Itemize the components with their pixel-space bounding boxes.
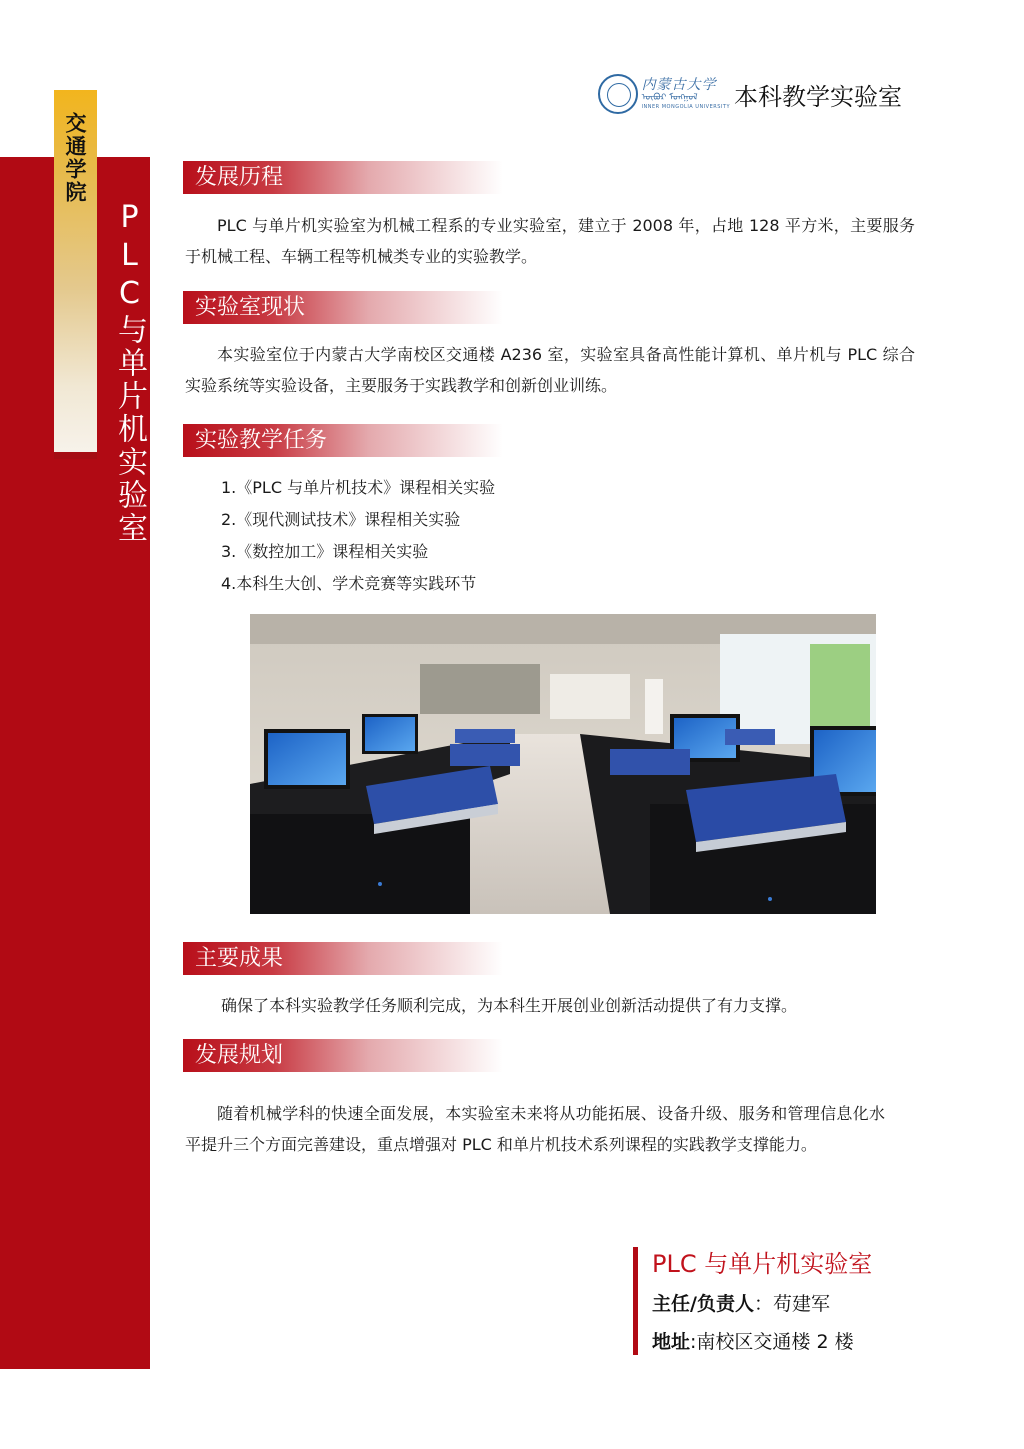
address-label: 地址 <box>652 1331 691 1353</box>
achievements-text: 确保了本科实验教学任务顺利完成，为本科生开展创业创新活动提供了有力支撑。 <box>221 996 798 1015</box>
section-heading-tasks: 实验教学任务 <box>183 424 503 457</box>
section-heading-status: 实验室现状 <box>183 291 503 324</box>
contact-lab-name: PLC 与单片机实验室 <box>652 1250 873 1278</box>
university-name-en: INNER MONGOLIA UNIVERSITY <box>641 104 730 110</box>
task-item: 4.本科生大创、学术竞赛等实践环节 <box>221 574 477 593</box>
university-brand <box>598 72 902 116</box>
contact-accent-bar <box>633 1247 638 1355</box>
contact-director <box>652 1290 830 1318</box>
section-heading-achievements: 主要成果 <box>183 942 503 975</box>
status-text: 本实验室位于内蒙古大学南校区交通楼 A236 室，实验室具备高性能计算机、单片机与 PLC 综合实验系统等实验设备，主要服务于实践教学和创新创业训练。 <box>185 345 915 395</box>
brand-title: 本科教学实验室 <box>734 82 902 111</box>
task-item: 2.《现代测试技术》课程相关实验 <box>221 510 461 529</box>
lab-vertical-title: PLC与单片机实验室 <box>112 200 147 545</box>
contact-address <box>652 1328 854 1356</box>
lab-photo <box>250 614 876 914</box>
college-tab-underline <box>54 452 97 459</box>
address-value: 南校区交通楼 2 楼 <box>696 1331 854 1353</box>
director-name: 苟建军 <box>772 1293 830 1315</box>
director-separator: ： <box>753 1293 773 1315</box>
task-list <box>221 475 495 603</box>
planning-text: 随着机械学科的快速全面发展，本实验室未来将从功能拓展、设备升级、服务和管理信息化水平提升三个方面完善建设，重点增强对 PLC 和单片机技术系列课程的实践教学支撑能力。 <box>185 1104 885 1154</box>
university-name-mongolian: ᠦᠪᠦᠷ ᠮᠣᠩᠭᠣᠯ <box>641 93 698 103</box>
task-item: 3.《数控加工》课程相关实验 <box>221 542 429 561</box>
task-item: 1.《PLC 与单片机技术》课程相关实验 <box>221 478 496 497</box>
director-label: 主任/负责人 <box>652 1293 754 1315</box>
university-emblem-icon <box>598 74 638 114</box>
college-name: 交通学院 <box>63 112 88 204</box>
university-name-cn: 内蒙古大学 <box>641 77 717 93</box>
section-heading-planning: 发展规划 <box>183 1039 503 1072</box>
section-heading-history: 发展历程 <box>183 161 503 194</box>
address-separator: : <box>690 1331 697 1353</box>
university-logo-text <box>642 77 730 111</box>
history-text: PLC 与单片机实验室为机械工程系的专业实验室，建立于 2008 年，占地 128 平方米，主要服务于机械工程、车辆工程等机械类专业的实验教学。 <box>185 216 915 266</box>
